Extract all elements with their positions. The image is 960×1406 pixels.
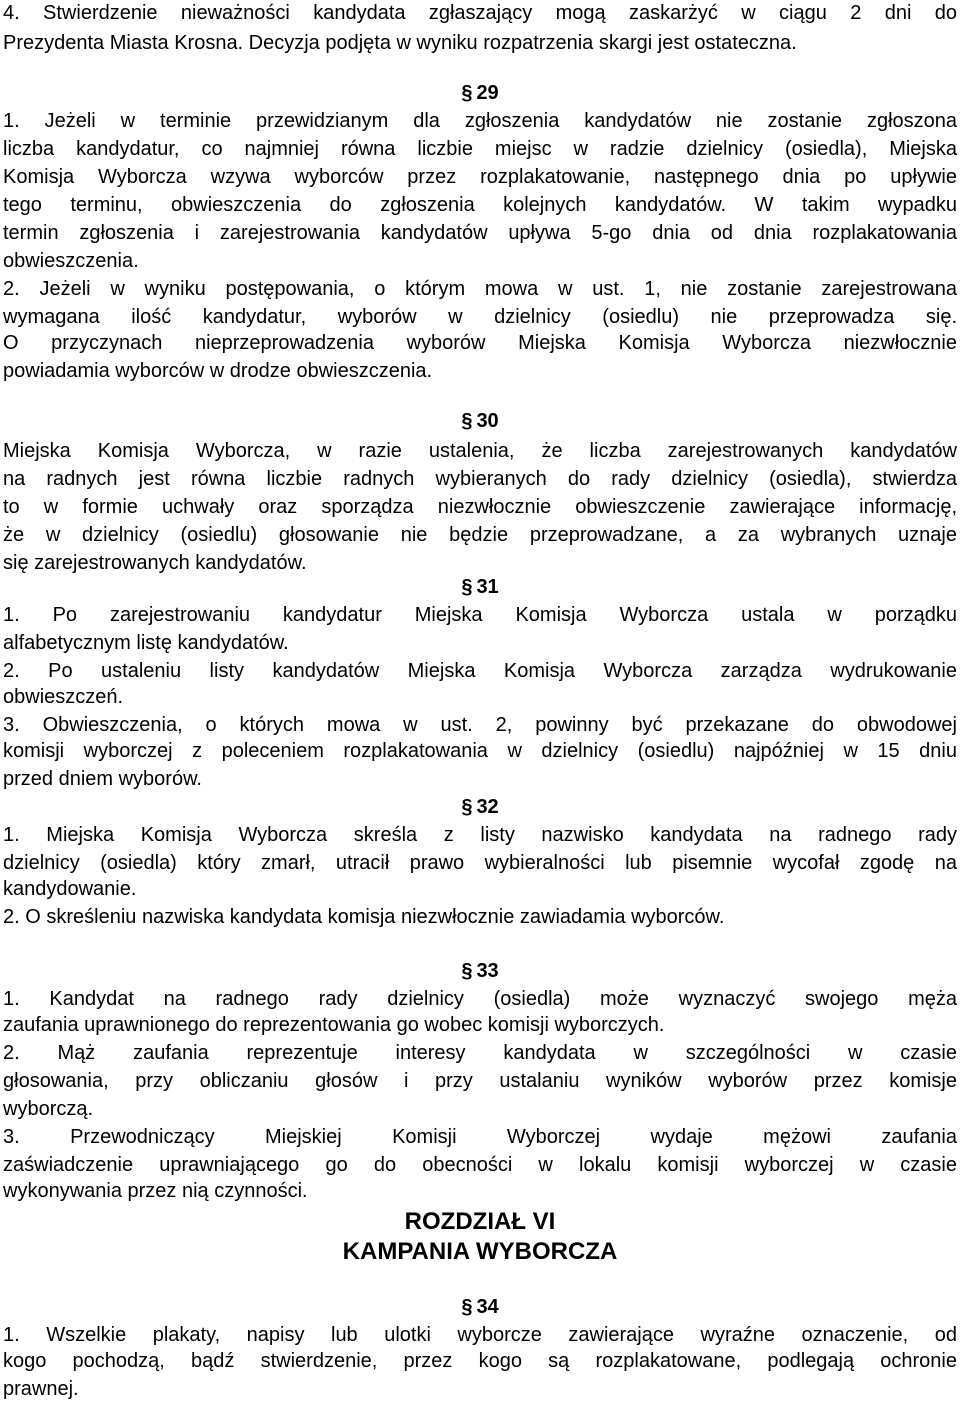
- text-line: 2. O skreśleniu nazwiska kandydata komisja niezwłocznie zawiadamia wyborców.: [3, 906, 725, 928]
- section-symbol: §: [461, 960, 473, 982]
- chapter-subtitle: KAMPANIA WYBORCZA: [342, 1238, 618, 1265]
- section-heading-29: [3, 80, 957, 106]
- text-line: wykonywania przez nią czynności.: [3, 1180, 308, 1202]
- text-line: komisji wyborczej z poleceniem rozplakatowania w dzielnicy (osiedlu) najpóźniej w 15 dniu: [3, 740, 957, 762]
- text-line: 2. Po ustaleniu listy kandydatów Miejska Komisja Wyborcza zarządza wydrukowanie: [3, 660, 957, 682]
- text-line: kandydowanie.: [3, 878, 137, 900]
- text-line: 1. Kandydat na radnego rady dzielnicy (osiedla) może wyznaczyć swojego męża: [3, 988, 957, 1010]
- text-line: zaufania uprawnionego do reprezentowania go wobec komisji wyborczych.: [3, 1014, 665, 1036]
- text-line: na radnych jest równa liczbie radnych wybieranych do rady dzielnicy (osiedla), stwierdza: [3, 468, 957, 490]
- section-number: 32: [476, 796, 499, 818]
- text-line: głosowania, przy obliczaniu głosów i przy ustalaniu wyników wyborów przez komisje: [3, 1070, 957, 1092]
- text-line: dzielnicy (osiedla) który zmarł, utracił prawo wybieralności lub pisemnie wycofał zgodę na: [3, 852, 957, 874]
- section-number: 29: [476, 82, 499, 104]
- text-line: obwieszczeń.: [3, 686, 124, 708]
- text-line: O przyczynach nieprzeprowadzenia wyborów Miejska Komisja Wyborcza niezwłocznie: [3, 332, 957, 354]
- text-line: 2. Jeżeli w wyniku postępowania, o którym mowa w ust. 1, nie zostanie zarejestrowana: [3, 278, 957, 300]
- text-line: Miejska Komisja Wyborcza, w razie ustalenia, że liczba zarejestrowanych kandydatów: [3, 440, 957, 462]
- text-line: powiadamia wyborców w drodze obwieszczenia.: [3, 360, 433, 382]
- section-symbol: §: [461, 1296, 473, 1318]
- text-line: liczba kandydatur, co najmniej równa liczbie miejsc w radzie dzielnicy (osiedla), Miejska: [3, 138, 957, 160]
- text-line: wymagana ilość kandydatur, wyborów w dzielnicy (osiedlu) nie przeprowadza się.: [3, 306, 957, 328]
- section-heading-34: [3, 1294, 957, 1320]
- section-number: 34: [476, 1296, 499, 1318]
- text-line: prawnej.: [3, 1378, 79, 1400]
- chapter-title: ROZDZIAŁ VI: [404, 1208, 556, 1235]
- text-line: się zarejestrowanych kandydatów.: [3, 552, 307, 574]
- section-symbol: §: [461, 82, 473, 104]
- section-heading-32: [3, 794, 957, 820]
- text-line: tego terminu, obwieszczenia do zgłoszenia kolejnych kandydatów. W takim wypadku: [3, 194, 957, 216]
- text-line: 1. Jeżeli w terminie przewidzianym dla zgłoszenia kandydatów nie zostanie zgłoszona: [3, 110, 957, 132]
- text-line: wyborczą.: [3, 1098, 94, 1120]
- section-symbol: §: [461, 796, 473, 818]
- text-line: zaświadczenie uprawniającego go do obecności w lokalu komisji wyborczej w czasie: [3, 1154, 957, 1176]
- text-line: 3. Przewodniczący Miejskiej Komisji Wyborczej wydaje mężowi zaufania: [3, 1126, 957, 1148]
- section-number: 33: [476, 960, 499, 982]
- text-line: to w formie uchwały oraz sporządza niezwłocznie obwieszczenie zawierające informację,: [3, 496, 957, 518]
- text-line: Prezydenta Miasta Krosna. Decyzja podjęta w wyniku rozpatrzenia skargi jest ostateczna.: [3, 32, 797, 54]
- text-line: kogo pochodzą, bądź stwierdzenie, przez kogo są rozplakatowane, podlegają ochronie: [3, 1350, 957, 1372]
- text-line: że w dzielnicy (osiedlu) głosowanie nie będzie przeprowadzane, a za wybranych uznaje: [3, 524, 957, 546]
- text-line: 1. Po zarejestrowaniu kandydatur Miejska Komisja Wyborcza ustala w porządku: [3, 604, 957, 626]
- text-line: 4. Stwierdzenie nieważności kandydata zgłaszający mogą zaskarżyć w ciągu 2 dni do: [3, 2, 957, 24]
- section-number: 31: [476, 576, 499, 598]
- text-line: 2. Mąż zaufania reprezentuje interesy kandydata w szczególności w czasie: [3, 1042, 957, 1064]
- text-line: alfabetycznym listę kandydatów.: [3, 632, 289, 654]
- text-line: 1. Miejska Komisja Wyborcza skreśla z listy nazwisko kandydata na radnego rady: [3, 824, 957, 846]
- text-line: obwieszczenia.: [3, 250, 139, 272]
- text-line: termin zgłoszenia i zarejestrowania kandydatów upływa 5-go dnia od dnia rozplakatowania: [3, 222, 957, 244]
- text-line: przed dniem wyborów.: [3, 768, 202, 790]
- text-line: Komisja Wyborcza wzywa wyborców przez rozplakatowanie, następnego dnia po upływie: [3, 166, 957, 188]
- section-number: 30: [476, 410, 499, 432]
- section-symbol: §: [461, 410, 473, 432]
- section-heading-30: [3, 408, 957, 434]
- section-symbol: §: [461, 576, 473, 598]
- section-heading-33: [3, 958, 957, 984]
- text-line: 3. Obwieszczenia, o których mowa w ust. 2, powinny być przekazane do obwodowej: [3, 714, 957, 736]
- section-heading-31: [3, 574, 957, 600]
- text-line: 1. Wszelkie plakaty, napisy lub ulotki wyborcze zawierające wyraźne oznaczenie, od: [3, 1324, 957, 1346]
